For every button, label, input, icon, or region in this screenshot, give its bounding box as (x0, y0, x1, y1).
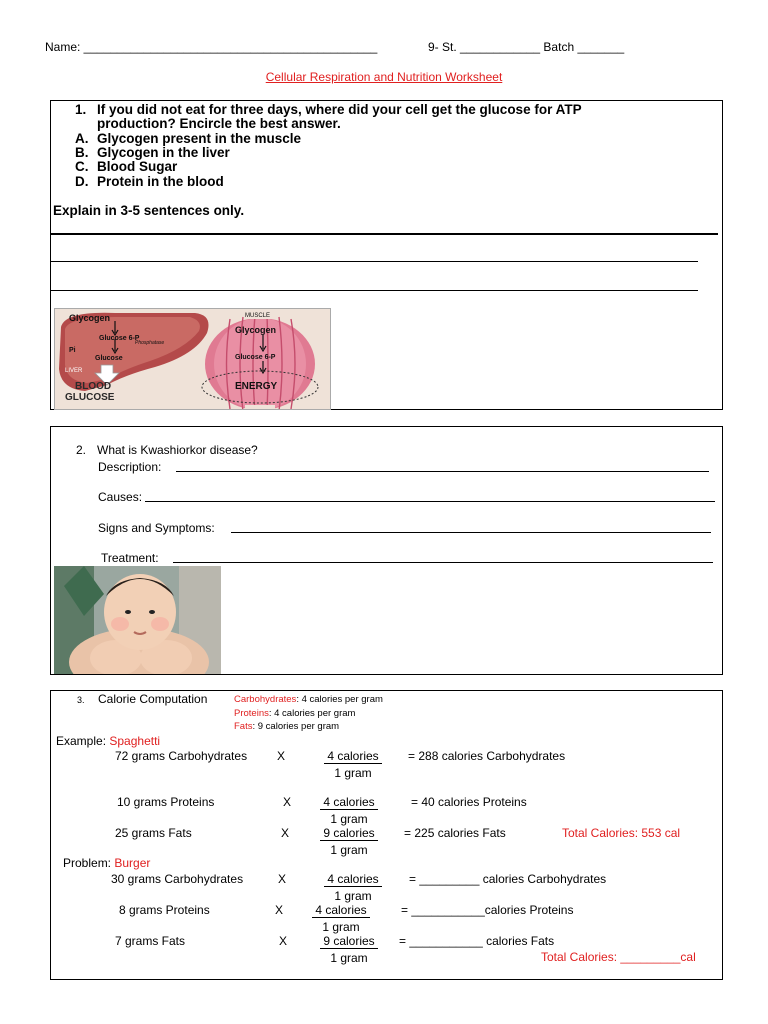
kwashiorkor-child-photo-svg (54, 566, 221, 674)
kwashiorkor-child-photo (54, 566, 221, 674)
diagram-muscle-glycogen: Glycogen (235, 325, 277, 335)
q3-number: 3. (77, 695, 85, 705)
glycogen-diagram-svg (55, 309, 331, 410)
q3-problem-label: Problem: (63, 856, 112, 870)
example-row-3-x: X (281, 826, 290, 840)
q2-question: What is Kwashiorkor disease? (97, 443, 258, 457)
q2-signs-line[interactable] (231, 532, 711, 533)
example-row-2-numerator: 4 calories (320, 795, 377, 810)
q2-causes-line[interactable] (145, 501, 715, 502)
problem-row-2-x: X (275, 903, 284, 917)
example-row-1-fraction (313, 749, 393, 780)
q3-example-label: Example: (56, 734, 107, 748)
problem-row-1-answer[interactable]: = _________ calories Carbohydrates (409, 872, 607, 886)
q3-info-proteins-rest: : 4 calories per gram (268, 708, 356, 719)
q3-info-proteins (234, 708, 355, 719)
answer-line-2[interactable] (51, 261, 698, 262)
example-row-1-numerator: 4 calories (324, 749, 381, 764)
q1-choice-b-letter: B. (75, 145, 89, 160)
q2-causes-label: Causes: (98, 490, 143, 504)
example-row-1-amount: 72 grams Carbohydrates (115, 749, 248, 763)
q1-question-line-2: production? Encircle the best answer. (97, 116, 341, 131)
q2-signs-label: Signs and Symptoms: (98, 521, 215, 535)
diagram-muscle-label: MUSCLE (245, 313, 271, 319)
problem-row-2-fraction (301, 903, 381, 934)
q3-info-carbohydrates-rest: : 4 calories per gram (296, 694, 383, 705)
q1-question-line-1: If you did not eat for three days, where did your cell get the glucose for ATP (97, 102, 582, 117)
q2-treatment-label: Treatment: (101, 551, 159, 565)
problem-row-3-x: X (279, 934, 288, 948)
name-field[interactable]: Name: ____________________________________________ (45, 40, 378, 54)
glycogen-diagram (54, 308, 331, 410)
diagram-liver-glucose: Glucose (95, 355, 123, 362)
q3-info-fats-rest: : 9 calories per gram (252, 721, 340, 732)
problem-row-1-numerator: 4 calories (324, 872, 381, 887)
example-row-3-amount: 25 grams Fats (115, 826, 192, 840)
q1-explain-instruction: Explain in 3-5 sentences only. (53, 203, 245, 218)
diagram-liver-label: LIVER (65, 368, 83, 374)
q2-description-label: Description: (98, 460, 162, 474)
q3-example-heading (56, 734, 160, 748)
problem-row-3-numerator: 9 calories (320, 934, 377, 949)
problem-row-2-numerator: 4 calories (312, 903, 369, 918)
q3-info-fats (234, 721, 339, 732)
diagram-liver-glycogen: Glycogen (69, 313, 111, 323)
q3-example-food: Spaghetti (109, 734, 161, 748)
q3-problem-food: Burger (114, 856, 151, 870)
answer-line-1[interactable] (51, 233, 718, 235)
diagram-blood: BLOOD (75, 381, 112, 392)
example-row-2-denominator: 1 gram (330, 812, 368, 826)
question-3-box (50, 690, 723, 980)
example-row-1-denominator: 1 gram (334, 766, 372, 780)
q2-treatment-line[interactable] (173, 562, 713, 563)
example-row-2-x: X (283, 795, 292, 809)
q3-info-carbohydrates-label: Carbohydrates (234, 694, 297, 705)
example-row-1-x: X (277, 749, 286, 763)
question-2-box (50, 426, 723, 675)
q3-info-fats-label: Fats (234, 721, 253, 732)
problem-row-3-answer[interactable]: = ___________ calories Fats (399, 934, 555, 948)
q3-info-proteins-label: Proteins (234, 708, 269, 719)
problem-row-1-denominator: 1 gram (334, 889, 372, 903)
question-1-box (50, 100, 723, 410)
example-row-1-result: = 288 calories Carbohydrates (408, 749, 566, 763)
q3-title: Calorie Computation (98, 692, 208, 706)
answer-line-3[interactable] (51, 290, 698, 291)
example-row-2-fraction (309, 795, 389, 826)
diagram-phosphatase: Phosphatase (135, 340, 165, 346)
problem-total-calories[interactable]: Total Calories: _________cal (541, 950, 696, 964)
example-row-2-result: = 40 calories Proteins (411, 795, 527, 809)
section-batch-field[interactable]: 9- St. ____________ Batch _______ (428, 40, 625, 54)
q1-choice-b[interactable]: Glycogen in the liver (97, 145, 230, 160)
q1-choice-c[interactable]: Blood Sugar (97, 159, 178, 174)
problem-row-1-fraction (313, 872, 393, 903)
diagram-liver-glucose-6p: Glucose 6-P (99, 335, 140, 342)
example-total-calories: Total Calories: 553 cal (562, 826, 681, 840)
example-row-3-denominator: 1 gram (330, 843, 368, 857)
q1-choice-d-letter: D. (75, 174, 89, 189)
q3-problem-heading (63, 856, 150, 870)
example-row-3-fraction (309, 826, 389, 857)
example-row-3-result: = 225 calories Fats (404, 826, 506, 840)
q1-choice-d[interactable]: Protein in the blood (97, 174, 224, 189)
diagram-pi: Pi (69, 347, 76, 354)
problem-row-3-fraction (309, 934, 389, 965)
q1-choice-c-letter: C. (75, 159, 89, 174)
q1-number: 1. (75, 102, 87, 117)
diagram-muscle-glucose-6p: Glucose 6-P (235, 354, 276, 361)
q1-choice-a[interactable]: Glycogen present in the muscle (97, 131, 302, 146)
diagram-energy: ENERGY (235, 381, 278, 392)
problem-row-2-denominator: 1 gram (322, 920, 360, 934)
problem-row-1-amount: 30 grams Carbohydrates (111, 872, 244, 886)
problem-row-1-x: X (278, 872, 287, 886)
q2-description-line[interactable] (176, 471, 709, 472)
q3-info-carbohydrates (234, 694, 383, 705)
q1-choice-a-letter: A. (75, 131, 89, 146)
example-row-3-numerator: 9 calories (320, 826, 377, 841)
q2-number: 2. (76, 443, 87, 457)
worksheet-title: Cellular Respiration and Nutrition Worksheet (265, 70, 503, 84)
problem-row-2-answer[interactable]: = ___________calories Proteins (401, 903, 574, 917)
problem-row-2-amount: 8 grams Proteins (119, 903, 210, 917)
problem-row-3-denominator: 1 gram (330, 951, 368, 965)
problem-row-3-amount: 7 grams Fats (115, 934, 186, 948)
example-row-2-amount: 10 grams Proteins (117, 795, 215, 809)
diagram-glucose: GLUCOSE (65, 392, 115, 403)
